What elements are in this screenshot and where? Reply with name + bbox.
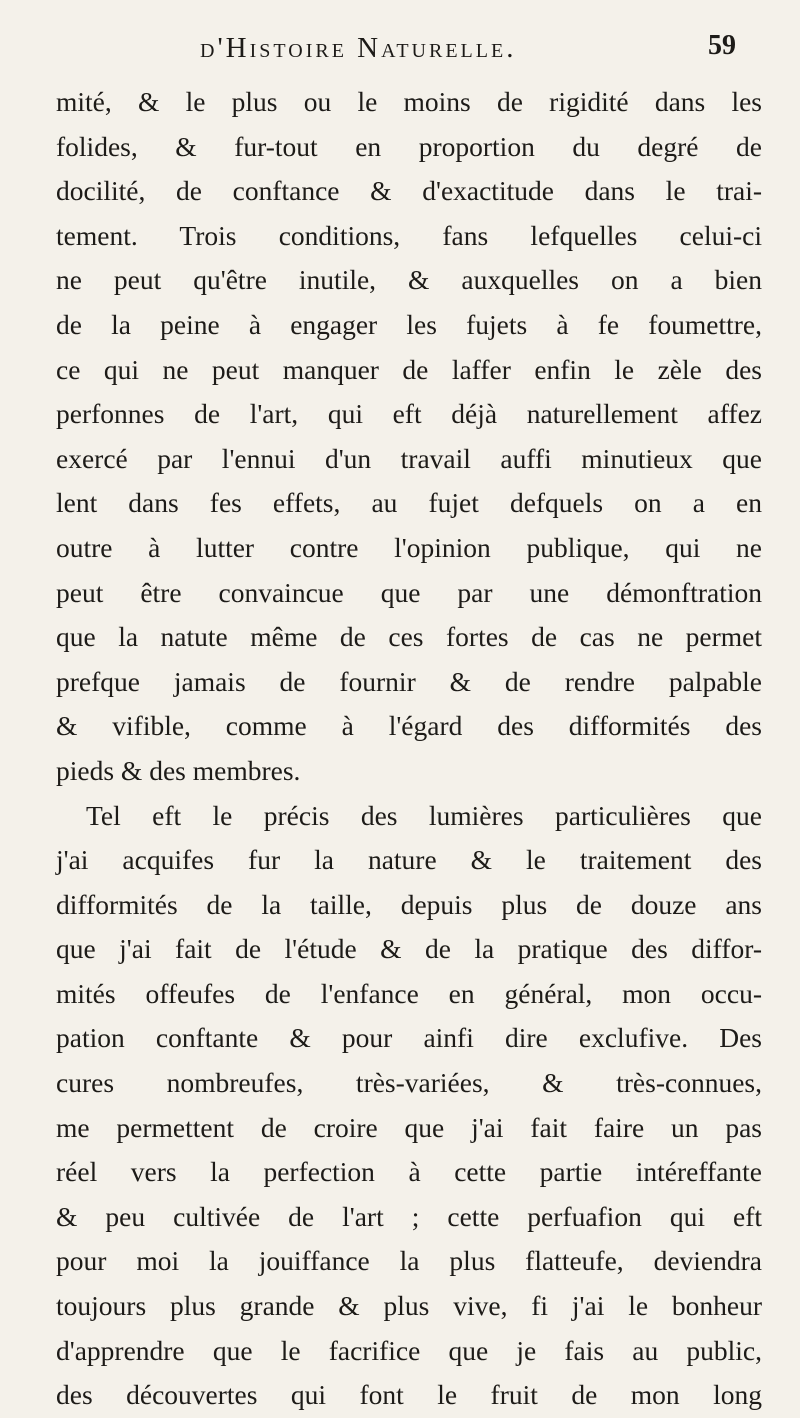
text-line: pieds & des membres. xyxy=(56,754,301,786)
text-line: perfonnes de l'art, qui eft déjà naturellement affez xyxy=(56,398,762,430)
text-line: des découvertes qui font le fruit de mon long xyxy=(56,1379,762,1411)
text-line: difformités de la taille, depuis plus de douze ans xyxy=(56,888,762,920)
text-line: docilité, de conftance & d'exactitude dans le trai- xyxy=(56,175,762,207)
text-line: ne peut qu'être inutile, & auxquelles on a bien xyxy=(56,264,762,296)
text-line: peut être convaincue que par une démonftration xyxy=(56,576,762,608)
page-header xyxy=(0,28,800,68)
text-line: d'apprendre que le facrifice que je fais au public, xyxy=(56,1334,762,1366)
text-line: que la natute même de ces fortes de cas ne permet xyxy=(56,621,762,653)
text-line: de la peine à engager les fujets à fe foumettre, xyxy=(56,308,762,340)
text-line: que j'ai fait de l'étude & de la pratique des diffor- xyxy=(56,933,762,965)
text-line: outre à lutter contre l'opinion publique, qui ne xyxy=(56,531,762,563)
text-line: tement. Trois conditions, fans lefquelles celui-ci xyxy=(56,219,762,251)
text-line: folides, & fur-tout en proportion du degré de xyxy=(56,130,762,162)
text-line: réel vers la perfection à cette partie intéreffante xyxy=(56,1156,762,1188)
text-line: exercé par l'ennui d'un travail auffi minutieux que xyxy=(56,442,762,474)
text-line: lent dans fes effets, au fujet defquels on a en xyxy=(56,487,762,519)
text-line: cures nombreufes, très-variées, & très-connues, xyxy=(56,1067,762,1099)
text-line: & peu cultivée de l'art ; cette perfuafion qui eft xyxy=(56,1200,762,1232)
text-line: prefque jamais de fournir & de rendre palpable xyxy=(56,665,762,697)
text-line: ce qui ne peut manquer de laffer enfin le zèle des xyxy=(56,353,762,385)
text-line: toujours plus grande & plus vive, fi j'ai le bonheur xyxy=(56,1290,762,1322)
text-line: mité, & le plus ou le moins de rigidité dans les xyxy=(56,86,762,117)
text-line: pation conftante & pour ainfi dire exclufive. Des xyxy=(56,1022,762,1054)
text-line: pour moi la jouiffance la plus flatteufe, deviendra xyxy=(56,1245,762,1277)
running-title: d'Histoire Naturelle. xyxy=(200,32,517,64)
page-number: 59 xyxy=(708,30,736,61)
body-text xyxy=(56,80,762,1418)
text-line: me permettent de croire que j'ai fait faire un pas xyxy=(56,1111,762,1143)
text-line: mités offeufes de l'enfance en général, mon occu- xyxy=(56,977,762,1009)
text-line: j'ai acquifes fur la nature & le traitement des xyxy=(56,844,762,876)
text-line: Tel eft le précis des lumières particulières que xyxy=(86,799,762,831)
text-line: & vifible, comme à l'égard des difformités des xyxy=(56,710,762,742)
